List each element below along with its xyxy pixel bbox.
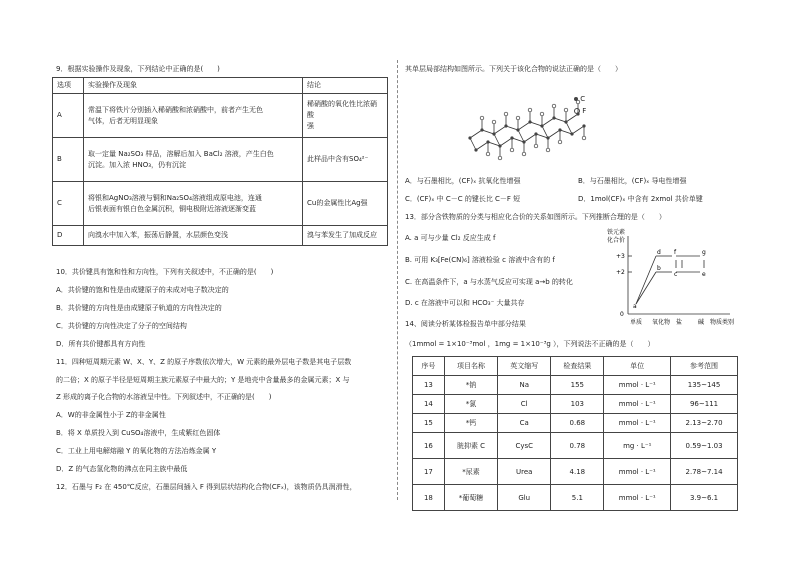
point-d: d bbox=[657, 249, 661, 256]
q9-stem: 9．根据实验操作及现象，下列结论中正确的是( ) bbox=[56, 65, 220, 73]
header-operation: 实验操作及现象 bbox=[84, 78, 303, 94]
q12-option-b: B．与石墨相比，(CF)ₓ 导电性增强 bbox=[578, 177, 687, 185]
row-unit: mmol · L⁻¹ bbox=[604, 485, 671, 511]
row-result: 0.78 bbox=[551, 433, 604, 459]
q12-stem-continued: 其单层局部结构如图所示。下列关于该化合物的说法正确的是（ ） bbox=[405, 65, 622, 73]
carbon-dot-icon bbox=[574, 97, 578, 101]
q14-note: （1mmol = 1×10⁻³mol ，1mg = 1×10⁻³g ），下列说法不正确的是（ ） bbox=[405, 340, 655, 348]
row-unit: mmol · L⁻¹ bbox=[604, 376, 671, 395]
y-axis-label-2: 化合价 bbox=[607, 237, 626, 244]
point-b: b bbox=[657, 265, 661, 272]
table-row bbox=[413, 485, 738, 511]
y-tick-zero: 0 bbox=[620, 311, 624, 318]
row-range: 3.9~6.1 bbox=[671, 485, 738, 511]
lab-results-table bbox=[412, 356, 738, 511]
header-result: 检查结果 bbox=[551, 357, 604, 376]
table-row bbox=[53, 138, 388, 182]
q11-stem-line2: 的二倍；X 的原子半径是短周期主族元素原子中最大的；Y 是地壳中含量最多的金属元素；X 与 bbox=[56, 376, 350, 384]
row-no: 14 bbox=[413, 395, 445, 414]
operation-cell: 向溴水中加入苯，振荡后静置，水层颜色变浅 bbox=[84, 226, 303, 246]
x-tick-salt: 盐 bbox=[676, 319, 683, 326]
q10-stem: 10．共价键具有饱和性和方向性，下列有关叙述中，不正确的是( ) bbox=[56, 268, 274, 276]
x-tick-element: 单质 bbox=[630, 319, 643, 326]
q12-option-d: D．1mol(CF)ₓ 中含有 2xmol 共价单键 bbox=[578, 195, 703, 203]
header-abbr: 英文缩写 bbox=[498, 357, 551, 376]
header-no: 序号 bbox=[413, 357, 445, 376]
conclusion-cell: 溴与苯发生了加成反应 bbox=[303, 226, 388, 246]
row-range: 2.78~7.14 bbox=[671, 459, 738, 485]
row-name: *葡萄糖 bbox=[444, 485, 497, 511]
point-e: e bbox=[702, 271, 706, 278]
operation-cell: 将银和AgNO₃溶液与铜和Na₂SO₄溶液组成原电池，连通 后银表面有银白色金属沉积，铜电极附近溶液逐渐变蓝 bbox=[84, 182, 303, 226]
row-abbr: Cl bbox=[498, 395, 551, 414]
option-label: D bbox=[53, 226, 84, 246]
point-g: g bbox=[702, 249, 706, 256]
row-name: *钙 bbox=[444, 414, 497, 433]
q13-option-d: D. c 在溶液中可以和 HCO₃⁻ 大量共存 bbox=[405, 299, 525, 307]
operation-cell: 常温下将铁片分别插入稀硝酸和浓硝酸中，前者产生无色 气体，后者无明显现象 bbox=[84, 94, 303, 138]
row-name: 胱抑素 C bbox=[444, 433, 497, 459]
table-header-row bbox=[53, 78, 388, 94]
row-abbr: Na bbox=[498, 376, 551, 395]
x-axis-label: 物质类别 bbox=[710, 319, 735, 326]
q13-stem: 13．部分含铁物质的分类与相应化合价的关系如图所示。下列推断合理的是（ ） bbox=[405, 213, 666, 221]
row-no: 17 bbox=[413, 459, 445, 485]
row-abbr: Urea bbox=[498, 459, 551, 485]
header-conclusion: 结论 bbox=[303, 78, 388, 94]
header-name: 项目名称 bbox=[444, 357, 497, 376]
row-unit: mmol · L⁻¹ bbox=[604, 414, 671, 433]
table-row bbox=[413, 395, 738, 414]
row-abbr: CysC bbox=[498, 433, 551, 459]
row-range: 0.59~1.03 bbox=[671, 433, 738, 459]
row-name: *氯 bbox=[444, 395, 497, 414]
header-range: 参考范围 bbox=[671, 357, 738, 376]
row-unit: mmol · L⁻¹ bbox=[604, 459, 671, 485]
cfx-structure-diagram bbox=[460, 78, 600, 166]
row-result: 155 bbox=[551, 376, 604, 395]
option-label: C bbox=[53, 182, 84, 226]
x-tick-base: 碱 bbox=[698, 319, 705, 326]
q13-option-b: B. 可用 K₃[Fe(CN)₆] 溶液检验 c 溶液中含有的 f bbox=[405, 256, 555, 264]
q11-option-b: B．将 X 单质投入到 CuSO₄溶液中，生成紫红色固体 bbox=[56, 429, 221, 437]
y-axis-label-1: 铁元素 bbox=[607, 229, 626, 236]
table-header-row bbox=[413, 357, 738, 376]
table-row bbox=[413, 376, 738, 395]
table-row bbox=[53, 226, 388, 246]
table-row bbox=[53, 94, 388, 138]
row-name: *尿素 bbox=[444, 459, 497, 485]
row-result: 103 bbox=[551, 395, 604, 414]
row-name: *钠 bbox=[444, 376, 497, 395]
q13-option-c: C. 在高温条件下，a 与水蒸气反应可实现 a→b 的转化 bbox=[405, 278, 573, 286]
q12-stem: 12．石墨与 F₂ 在 450℃反应，石墨层间插入 F 得到层状结构化合物(CFₓ)，该物质仍具润滑性， bbox=[56, 483, 357, 491]
row-range: 135~145 bbox=[671, 376, 738, 395]
q12-option-a: A．与石墨相比，(CF)ₓ 抗氧化性增强 bbox=[405, 177, 521, 185]
q11-stem-line1: 11．四种短周期元素 W、X、Y、Z 的原子序数依次增大，W 元素的最外层电子数是其电子层数 bbox=[56, 358, 352, 366]
option-label: A bbox=[53, 94, 84, 138]
point-f: f bbox=[674, 249, 677, 256]
legend-carbon: C bbox=[574, 95, 585, 103]
q10-option-b: B．共价键的方向性是由成键原子轨道的方向性决定的 bbox=[56, 304, 222, 312]
q10-option-d: D．所有共价键都具有方向性 bbox=[56, 340, 146, 348]
table-row bbox=[413, 459, 738, 485]
row-result: 4.18 bbox=[551, 459, 604, 485]
q11-option-a: A．W的非金属性小于 Z的非金属性 bbox=[56, 411, 166, 419]
q11-option-d: D．Z 的气态氢化物的沸点在同主族中最低 bbox=[56, 465, 188, 473]
conclusion-cell: Cu的金属性比Ag强 bbox=[303, 182, 388, 226]
legend-fluorine: F bbox=[574, 107, 586, 115]
column-divider bbox=[397, 60, 398, 500]
fluorine-circle-icon bbox=[574, 108, 580, 114]
row-abbr: Ca bbox=[498, 414, 551, 433]
q10-option-c: C．共价键的方向性决定了分子的空间结构 bbox=[56, 322, 187, 330]
table-row bbox=[53, 182, 388, 226]
row-result: 5.1 bbox=[551, 485, 604, 511]
q11-stem-line3: Z 形成的离子化合物的水溶液呈中性。下列叙述中，不正确的是( ) bbox=[56, 393, 272, 401]
row-range: 96~111 bbox=[671, 395, 738, 414]
q11-option-c: C．工业上用电解熔融 Y 的氧化物的方法冶炼金属 Y bbox=[56, 447, 217, 455]
row-no: 13 bbox=[413, 376, 445, 395]
q13-option-a: A. a 可与少量 Cl₂ 反应生成 f bbox=[405, 234, 496, 242]
row-no: 16 bbox=[413, 433, 445, 459]
conclusion-cell: 稀硝酸的氧化性比浓硝酸 强 bbox=[303, 94, 388, 138]
option-label: B bbox=[53, 138, 84, 182]
q9-experiment-table bbox=[52, 77, 388, 246]
header-unit: 单位 bbox=[604, 357, 671, 376]
row-abbr: Glu bbox=[498, 485, 551, 511]
x-tick-oxide: 氧化物 bbox=[652, 319, 671, 326]
iron-valence-diagram bbox=[598, 222, 794, 330]
row-no: 18 bbox=[413, 485, 445, 511]
conclusion-cell: 此样品中含有SO₄²⁻ bbox=[303, 138, 388, 182]
point-a: a bbox=[633, 303, 637, 310]
row-result: 0.68 bbox=[551, 414, 604, 433]
q12-option-c: C．(CF)ₓ 中 C－C 的键长比 C－F 短 bbox=[405, 195, 521, 203]
table-row bbox=[413, 414, 738, 433]
row-no: 15 bbox=[413, 414, 445, 433]
row-range: 2.13~2.70 bbox=[671, 414, 738, 433]
y-tick-plus2: +2 bbox=[616, 269, 625, 276]
row-unit: mg · L⁻¹ bbox=[604, 433, 671, 459]
point-c: c bbox=[674, 271, 678, 278]
operation-cell: 取一定量 Na₂SO₃ 样品，溶解后加入 BaCl₂ 溶液，产生白色 沉淀。加入浓 HNO₃，仍有沉淀 bbox=[84, 138, 303, 182]
q14-stem: 14、阅读分析某体检报告单中部分结果 bbox=[405, 320, 526, 328]
y-tick-plus3: +3 bbox=[616, 253, 625, 260]
row-unit: mmol · L⁻¹ bbox=[604, 395, 671, 414]
table-row bbox=[413, 433, 738, 459]
header-option: 选项 bbox=[53, 78, 84, 94]
q10-option-a: A．共价键的饱和性是由成键原子的未成对电子数决定的 bbox=[56, 286, 229, 294]
